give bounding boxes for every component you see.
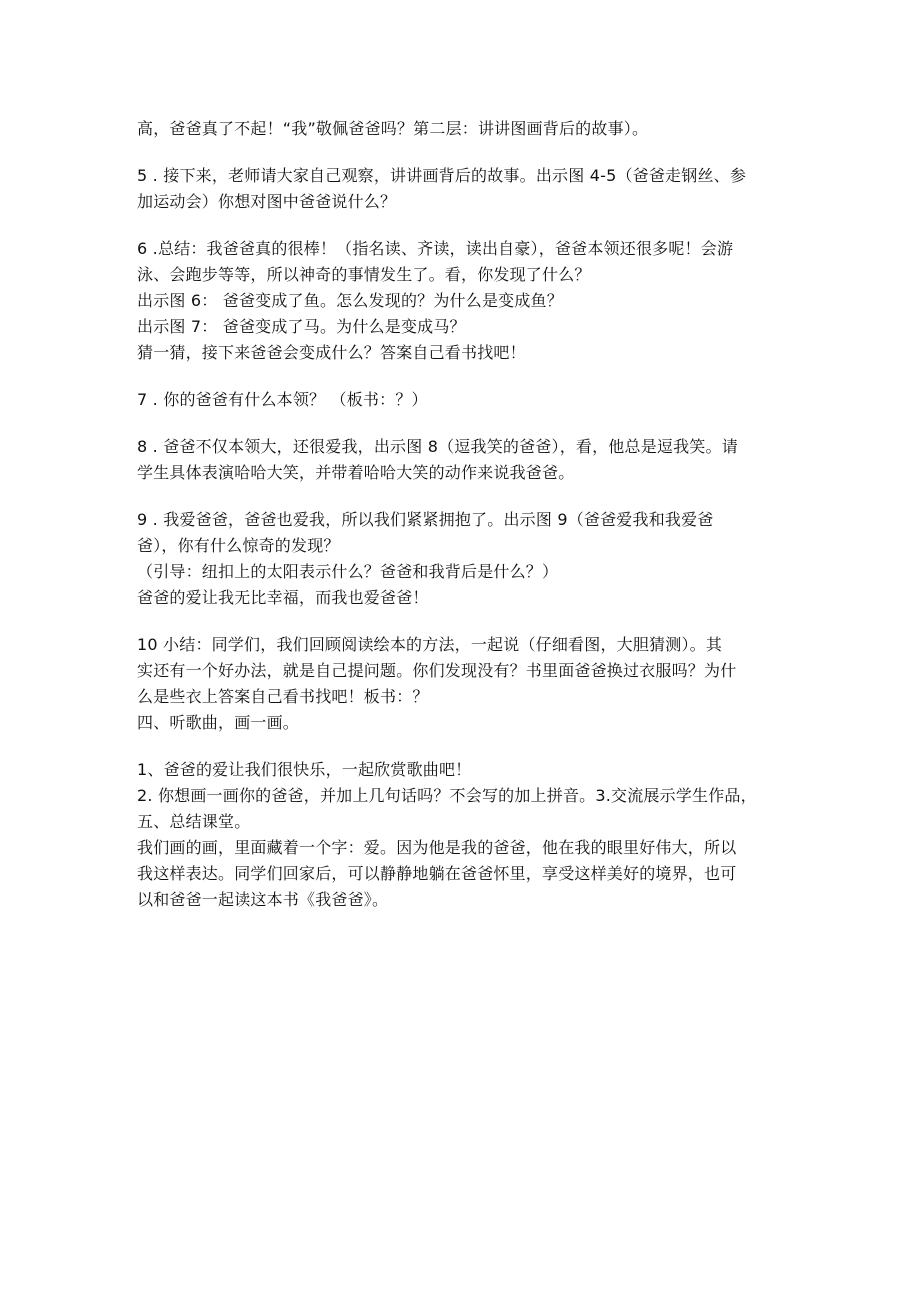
text-line: 7 . 你的爸爸有什么本领？ （板书：？） <box>137 390 428 409</box>
paragraph-gap <box>137 413 787 434</box>
document-body <box>137 116 787 913</box>
text-line: 5 . 接下来，老师请大家自己观察，讲讲画背后的故事。出示图 4-5（爸爸走钢丝、参 <box>137 166 747 185</box>
text-line: 我们画的画，里面藏着一个字：爱。因为他是我的爸爸，他在我的眼里好伟大，所以 <box>137 838 737 857</box>
text-line: 1、爸爸的爱让我们很快乐，一起欣赏歌曲吧！ <box>137 760 472 779</box>
text-line: 9 . 我爱爸爸，爸爸也爱我，所以我们紧紧拥抱了。出示图 9（爸爸爱我和我爱爸 <box>137 510 714 529</box>
text-line: 10 小结：同学们，我们回顾阅读绘本的方法，一起说（仔细看图，大胆猜测）。其 <box>137 635 723 654</box>
text-line: 学生具体表演哈哈大笑，并带着哈哈大笑的动作来说我爸爸。 <box>137 463 575 482</box>
text-line: 么是些衣上答案自己看书找吧！板书：？ <box>137 687 429 706</box>
paragraph-gap <box>137 611 787 632</box>
text-line: 8 . 爸爸不仅本领大，还很爱我，出示图 8（逗我笑的爸爸），看，他总是逗我笑。请 <box>137 437 738 456</box>
text-line: （引导：纽扣上的太阳表示什么？爸爸和我背后是什么？） <box>137 562 559 581</box>
paragraph-gap <box>137 142 787 163</box>
paragraph-gap <box>137 366 787 387</box>
text-line: 2. 你想画一画你的爸爸，并加上几句话吗？不会写的加上拼音。3.交流展示学生作品， <box>137 786 757 805</box>
text-line: 我这样表达。同学们回家后，可以静静地躺在爸爸怀里，享受这样美好的境界，也可 <box>137 864 737 883</box>
section-heading: 五、总结课堂。 <box>137 812 251 831</box>
text-line: 以和爸爸一起读这本书《我爸爸》。 <box>137 890 389 909</box>
text-line: 加运动会）你想对图中爸爸说什么？ <box>137 192 397 211</box>
text-line: 爸爸的爱让我无比幸福，而我也爱爸爸！ <box>137 588 429 607</box>
text-line: 出示图 6： 爸爸变成了鱼。怎么发现的？为什么是变成鱼？ <box>137 291 563 310</box>
text-line: 高，爸爸真了不起！“我”敬佩爸爸吗？第二层：讲讲图画背后的故事）。 <box>137 119 649 138</box>
text-line: 出示图 7： 爸爸变成了马。为什么是变成马？ <box>137 317 466 336</box>
text-line: 泳、会跑步等等，所以神奇的事情发生了。看，你发现了什么？ <box>137 265 591 284</box>
text-line: 猜一猜，接下来爸爸会变成什么？答案自己看书找吧！ <box>137 343 526 362</box>
text-line: 实还有一个好办法，就是自己提问题。你们发现没有？书里面爸爸换过衣服吗？为什 <box>137 661 737 680</box>
section-heading: 四、听歌曲，画一画。 <box>137 713 300 732</box>
paragraph-gap <box>137 736 787 757</box>
text-line: 爸），你有什么惊奇的发现？ <box>137 536 340 555</box>
paragraph-gap <box>137 215 787 236</box>
paragraph-gap <box>137 486 787 507</box>
text-line: 6 .总结：我爸爸真的很棒！（指名读、齐读，读出自豪），爸爸本领还很多呢！会游 <box>137 239 734 258</box>
